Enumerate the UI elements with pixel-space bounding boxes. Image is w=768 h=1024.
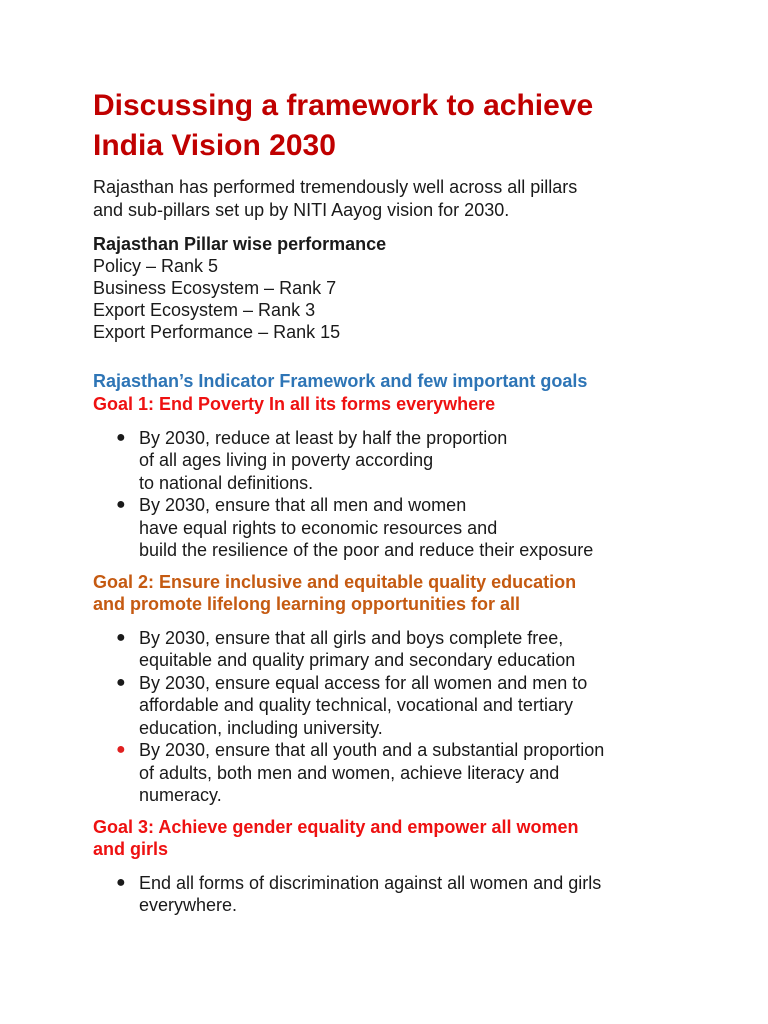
list-item-line: By 2030, reduce at least by half the proportion [139, 427, 508, 448]
pillar-policy: Policy – Rank 5 [93, 256, 219, 276]
list-item [93, 427, 733, 495]
goal-3-heading-line-1: Goal 3: Achieve gender equality and empower all women [93, 816, 579, 837]
list-item-line: End all forms of discrimination against all women and girls [139, 872, 602, 893]
indicator-framework-heading: Rajasthan’s Indicator Framework and few important goals [93, 371, 588, 391]
pillar-business-ecosystem: Business Ecosystem – Rank 7 [93, 278, 337, 298]
list-item [93, 627, 733, 672]
list-item-line: everywhere. [139, 895, 238, 915]
list-item-line: equitable and quality primary and secondary education [139, 650, 576, 670]
bullet-icon: ● [116, 873, 126, 891]
intro-line-1: Rajasthan has performed tremendously well across all pillars [93, 177, 578, 197]
bullet-icon: ● [116, 741, 126, 758]
list-item-line: numeracy. [139, 785, 222, 805]
bullet-icon: ● [116, 628, 126, 646]
goal-2-list [93, 627, 733, 807]
list-item [93, 739, 733, 807]
list-item-line: affordable and quality technical, vocational and tertiary [139, 695, 573, 715]
bullet-icon: ● [116, 428, 126, 446]
list-item-line: By 2030, ensure that all youth and a substantial proportion [139, 740, 605, 760]
intro-line-2: and sub-pillars set up by NITI Aayog vision for 2030. [93, 200, 510, 220]
list-item-line: of adults, both men and women, achieve literacy and [139, 762, 560, 783]
list-item-line: build the resilience of the poor and reduce their exposure [139, 540, 594, 560]
list-item-line: of all ages living in poverty according [139, 450, 434, 470]
goal-2-heading-line-1: Goal 2: Ensure inclusive and equitable quality education [93, 571, 577, 592]
pillar-export-ecosystem: Export Ecosystem – Rank 3 [93, 300, 316, 320]
list-item-line: By 2030, ensure that all girls and boys complete free, [139, 627, 564, 648]
pillar-export-performance: Export Performance – Rank 15 [93, 322, 341, 342]
goal-3-list [93, 872, 733, 917]
page-title [93, 86, 733, 166]
list-item-line: By 2030, ensure that all men and women [139, 495, 467, 515]
list-item [93, 672, 733, 740]
goal-2-heading-line-2: and promote lifelong learning opportunities for all [93, 594, 521, 614]
page-title-line-2: India Vision 2030 [93, 129, 336, 162]
intro-paragraph [93, 176, 733, 222]
pillar-performance-heading: Rajasthan Pillar wise performance [93, 234, 387, 254]
list-item-line: have equal rights to economic resources and [139, 517, 498, 538]
list-item [93, 494, 733, 562]
goal-3-heading-line-2: and girls [93, 839, 169, 859]
list-item-line: to national definitions. [139, 472, 314, 493]
bullet-icon: ● [116, 673, 126, 691]
bullet-icon: ● [116, 496, 126, 513]
goal-1-list [93, 427, 733, 562]
goal-3-heading [93, 816, 733, 861]
document-page [93, 86, 733, 917]
goal-1-heading: Goal 1: End Poverty In all its forms everywhere [93, 394, 496, 414]
page-title-line-1: Discussing a framework to achieve [93, 89, 594, 122]
list-item-line: By 2030, ensure equal access for all women and men to [139, 672, 588, 693]
list-item-line: education, including university. [139, 717, 383, 738]
goal-2-heading [93, 571, 733, 616]
list-item [93, 872, 733, 917]
